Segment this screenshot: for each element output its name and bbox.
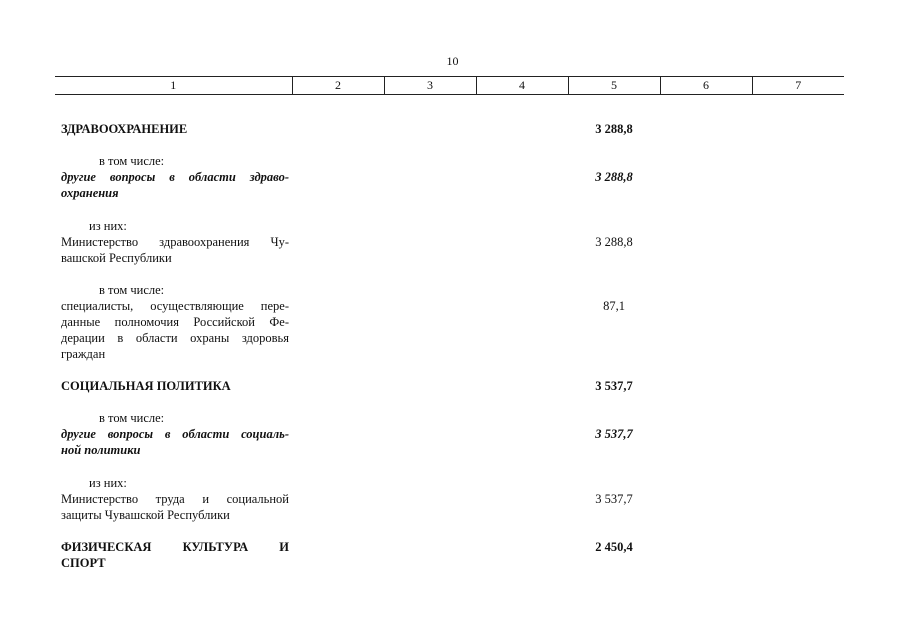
row-label-line: Министерство здравоохранения Чу- [61, 235, 289, 249]
column-header-7: 7 [752, 77, 844, 95]
row-label-line: вашской Республики [61, 251, 172, 265]
column-header-6: 6 [660, 77, 752, 95]
row-intro: в том числе: [99, 283, 165, 297]
row-value: 3 537,7 [595, 379, 633, 393]
column-header-5: 5 [568, 77, 660, 95]
table-row [55, 523, 844, 571]
row-value: 2 450,4 [595, 540, 633, 554]
row-label-line: ФИЗИЧЕСКАЯ КУЛЬТУРА И [61, 540, 289, 554]
table-row [55, 458, 844, 523]
row-label-line: дерации в области охраны здоровья [61, 331, 289, 345]
row-value: 87,1 [603, 299, 625, 313]
row-value: 3 537,7 [595, 492, 633, 506]
section-heading-social-policy: СОЦИАЛЬНАЯ ПОЛИТИКА [61, 379, 231, 393]
row-intro: в том числе: [99, 411, 165, 425]
column-header-1: 1 [55, 77, 292, 95]
row-label [55, 137, 292, 201]
column-header-4: 4 [476, 77, 568, 95]
row-value: 3 537,7 [595, 427, 633, 441]
row-intro: в том числе: [99, 154, 165, 168]
row-label-line: другие вопросы в области здраво- [61, 170, 289, 184]
column-number-header [55, 77, 844, 95]
row-label-line: специалисты, осуществляющие пере- [61, 299, 289, 313]
table-row [55, 394, 844, 458]
row-label [55, 394, 292, 458]
table-row [55, 362, 844, 394]
table-row [55, 137, 844, 201]
row-label-line: ной политики [61, 443, 141, 457]
row-label-line: Министерство труда и социальной [61, 492, 289, 506]
row-label-line: СПОРТ [61, 556, 106, 570]
row-label [55, 201, 292, 266]
budget-table [55, 76, 844, 571]
section-heading-health: ЗДРАВООХРАНЕНИЕ [61, 122, 188, 136]
table-row [55, 201, 844, 266]
row-label-line: охранения [61, 186, 119, 200]
row-label [55, 266, 292, 362]
table-row [55, 95, 844, 138]
row-intro: из них: [89, 219, 127, 233]
page-number: 10 [446, 54, 459, 68]
column-header-3: 3 [384, 77, 476, 95]
row-label [55, 458, 292, 523]
row-label-line: другие вопросы в области социаль- [61, 427, 289, 441]
row-value: 3 288,8 [595, 235, 633, 249]
row-intro: из них: [89, 476, 127, 490]
row-value: 3 288,8 [595, 122, 633, 136]
row-label-line: защиты Чувашской Республики [61, 508, 230, 522]
column-header-2: 2 [292, 77, 384, 95]
table-row [55, 266, 844, 362]
section-heading-sport [55, 523, 292, 571]
row-label-line: данные полномочия Российской Фе- [61, 315, 289, 329]
row-value: 3 288,8 [595, 170, 633, 184]
row-label-line: граждан [61, 347, 106, 361]
